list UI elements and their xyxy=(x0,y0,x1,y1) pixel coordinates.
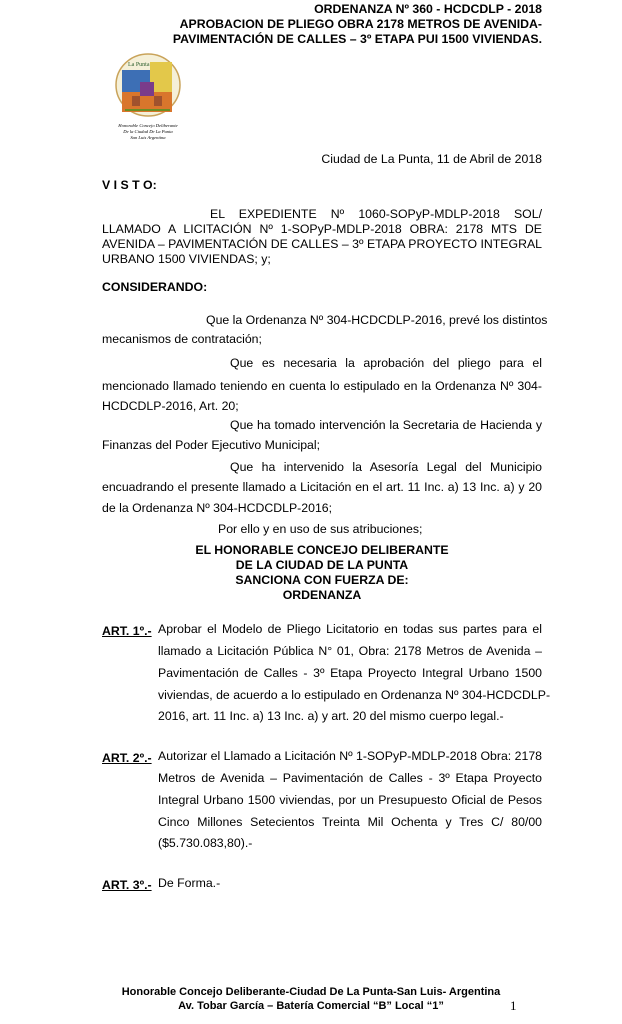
header-line-2: APROBACION DE PLIEGO OBRA 2178 METROS DE AVENIDA- xyxy=(179,17,542,31)
logo-caption-2: De la Ciudad De La Punta xyxy=(123,129,173,134)
considerando-line-11: Por ello y en uso de sus atribuciones; xyxy=(218,522,423,536)
visto-line-3: AVENIDA – PAVIMENTACIÓN DE CALLES – 3º ETAPA PROYECTO INTEGRAL xyxy=(102,237,542,251)
logo-caption-1: Honorable Concejo Deliberante xyxy=(118,123,178,128)
visto-line-4: URBANO 1500 VIVIENDAS; y; xyxy=(102,252,271,266)
resolution-line-4: ORDENANZA xyxy=(282,588,362,602)
article-1-line-5: 2016, art. 11 Inc. a) 13 Inc. a) y art. 20 del mismo cuerpo legal.- xyxy=(158,709,504,723)
date-line: Ciudad de La Punta, 11 de Abril de 2018 xyxy=(321,152,542,166)
article-1-label: ART. 1º.- xyxy=(102,624,152,638)
article-3-line-1: De Forma.- xyxy=(158,876,221,890)
council-logo xyxy=(110,52,186,142)
considerando-line-9: encuadrando el presente llamado a Licitación en el art. 11 Inc. a) 13 Inc. a) y 20 xyxy=(102,480,542,494)
resolution-line-2: DE LA CIUDAD DE LA PUNTA xyxy=(235,558,409,572)
svg-text:La Punta: La Punta xyxy=(128,62,150,68)
considerando-line-2: mecanismos de contratación; xyxy=(102,332,262,346)
visto-heading: V I S T O: xyxy=(102,178,157,192)
resolution-line-1: EL HONORABLE CONCEJO DELIBERANTE xyxy=(195,543,449,557)
article-2-line-3: Integral Urbano 1500 viviendas, por un Presupuesto Oficial de Pesos xyxy=(158,793,542,807)
article-2-line-2: Metros de Avenida – Pavimentación de Calles - 3º Etapa Proyecto xyxy=(158,771,542,785)
header-line-3: PAVIMENTACIÓN DE CALLES – 3º ETAPA PUI 1500 VIVIENDAS. xyxy=(172,32,542,46)
visto-line-2: LLAMADO A LICITACIÓN Nº 1-SOPyP-MDLP-2018 OBRA: 2178 MTS DE xyxy=(102,222,542,236)
considerando-line-4: mencionado llamado teniendo en cuenta lo estipulado en la Ordenanza Nº 304- xyxy=(102,379,542,393)
considerando-line-1: Que la Ordenanza Nº 304-HCDCDLP-2016, prevé los distintos xyxy=(206,313,548,327)
considerando-line-7: Finanzas del Poder Ejecutivo Municipal; xyxy=(102,438,321,452)
resolution-line-3: SANCIONA CON FUERZA DE: xyxy=(235,573,409,587)
logo-caption-3: San Luis Argentina xyxy=(130,135,166,140)
council-emblem-icon xyxy=(110,52,186,118)
article-3-label: ART. 3º.- xyxy=(102,878,152,892)
considerando-line-3: Que es necesaria la aprobación del pliego para el xyxy=(230,356,542,370)
considerando-line-10: de la Ordenanza Nº 304-HCDCDLP-2016; xyxy=(102,501,333,515)
header-line-1: ORDENANZA Nº 360 - HCDCDLP - 2018 xyxy=(314,2,542,16)
considerando-heading: CONSIDERANDO: xyxy=(102,280,208,294)
considerando-line-5: HCDCDLP-2016, Art. 20; xyxy=(102,399,239,413)
article-2-label: ART. 2º.- xyxy=(102,751,152,765)
article-1-line-4: viviendas, de acuerdo a lo estipulado en Ordenanza Nº 304-HCDCDLP- xyxy=(158,688,551,702)
article-2-line-1: Autorizar el Llamado a Licitación Nº 1-SOPyP-MDLP-2018 Obra: 2178 xyxy=(158,749,542,763)
article-1-line-2: llamado a Licitación Pública N° 01, Obra: 2178 Metros de Avenida – xyxy=(158,644,542,658)
article-1-line-1: Aprobar el Modelo de Pliego Licitatorio en todas sus partes para el xyxy=(158,622,542,636)
footer-line-2: Av. Tobar García – Batería Comercial “B” Local “1” xyxy=(178,1000,444,1012)
considerando-line-8: Que ha intervenido la Asesoría Legal del Municipio xyxy=(230,460,542,474)
footer-line-1: Honorable Concejo Deliberante-Ciudad De La Punta-San Luis- Argentina xyxy=(121,986,501,998)
visto-line-1: EL EXPEDIENTE Nº 1060-SOPyP-MDLP-2018 SOL/ xyxy=(210,207,542,221)
article-2-line-4: Cinco Millones Setecientos Treinta Mil Ochenta y Tres C/ 80/00 xyxy=(158,815,542,829)
article-1-line-3: Pavimentación de Calles - 3º Etapa Proyecto Integral Urbano 1500 xyxy=(158,666,542,680)
article-2-line-5: ($5.730.083,80).- xyxy=(158,836,253,850)
considerando-line-6: Que ha tomado intervención la Secretaria de Hacienda y xyxy=(230,418,542,432)
page-number: 1 xyxy=(510,998,517,1013)
resolution-block xyxy=(102,543,542,603)
